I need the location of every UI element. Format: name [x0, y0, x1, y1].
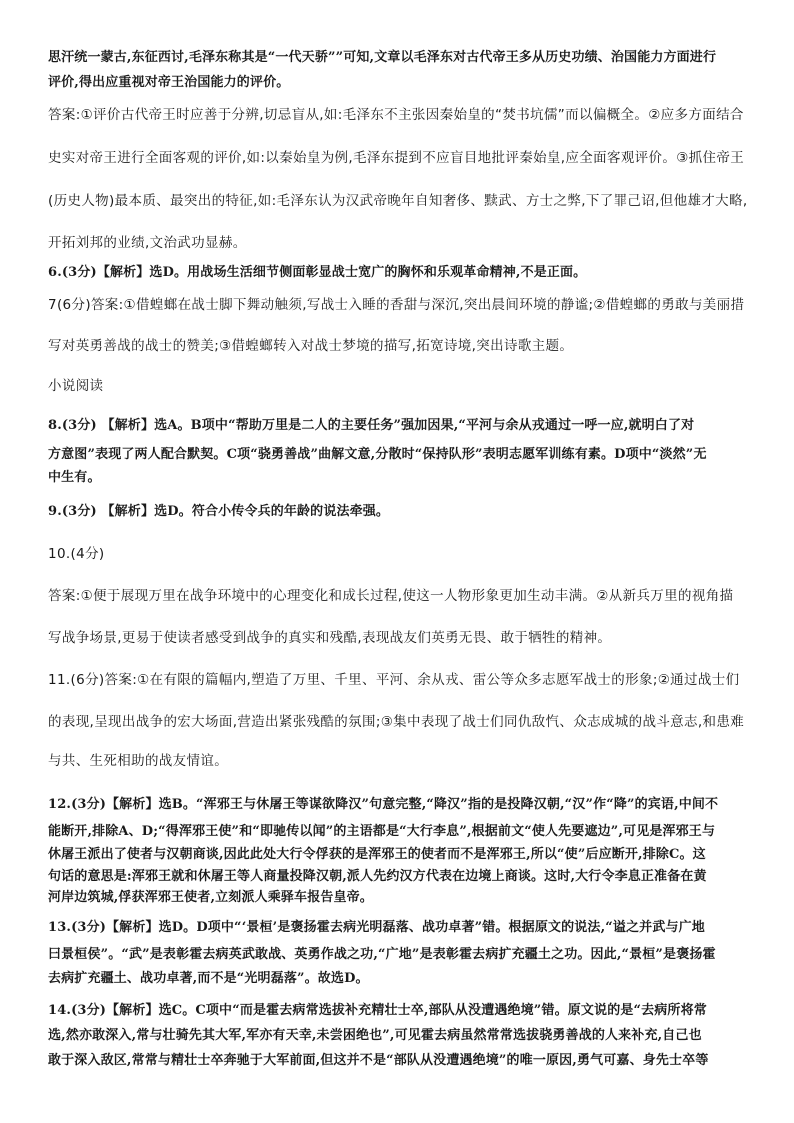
text-line: 去病扩充疆土、战功卓著,而不是“光明磊落”。故选D。: [48, 971, 369, 986]
text-line: 句话的意思是:浑邪王就和休屠王等人商量投降汉朝,派人先约汉方代表在边境上商谈。这时,大行令李息正准备在黄: [48, 869, 707, 884]
text-line: 能断开,排除A、D;“得浑邪王使”和“即驰传以闻”的主语都是“大行李息”,根据前文“使人先要遮边”,可见是浑邪王与: [48, 824, 716, 839]
text-line: 14.(3分)【解析】选C。C项中“而是霍去病常选拔补充精壮士卒,部队从没遭遇绝境”错。原文说的是“去病所将常: [48, 1003, 707, 1018]
text-line: 写对英勇善战的战士的赞美;③借蝗螂转入对战士梦境的描写,拓宽诗境,突出诗歌主题。: [48, 338, 574, 354]
text-line: 评价,得出应重视对帝王治国能力的评价。: [48, 75, 290, 90]
text-line: 敢于深入敌区,常常与精壮士卒奔驰于大军前面,但这并不是“部队从没遭遇绝境”的唯一原因,勇气可嘉、身先士卒等: [48, 1053, 709, 1068]
text-line: 11.(6分)答案:①在有限的篇幅内,塑造了万里、千里、平河、余从戎、雷公等众多志愿军战士的形象;②通过战士们: [48, 672, 740, 688]
text-line: 思汗统一蒙古,东征西讨,毛泽东称其是“一代天骄””可知,文章以毛泽东对古代帝王多从历史功绩、治国能力方面进行: [48, 50, 717, 65]
text-line: 13.(3分)【解析】选D。D项中“‘景桓’是褒扬霍去病光明磊落、战功卓著”错。根据原文的说法,“谥之并武与广地: [48, 920, 705, 935]
text-line: 8.(3分) 【解析】选A。B项中“帮助万里是二人的主要任务”强加因果,“平河与余从戎通过一呼一应,就明白了对: [48, 418, 695, 433]
text-line: 与共、生死相助的战友情谊。: [48, 753, 229, 769]
text-line: 开拓刘邦的业绩,文治武功显赫。: [48, 235, 247, 251]
section-heading: 小说阅读: [48, 378, 104, 394]
text-line: (历史人物)最本质、最突出的特征,如:毛泽东认为汉武帝晚年自知奢侈、黩武、方士之弊,下了罪己诏,但他雄才大略,: [48, 193, 748, 209]
text-line: 中生有。: [48, 470, 101, 485]
text-line: 史实对帝王进行全面客观的评价,如:以秦始皇为例,毛泽东提到不应盲目地批评秦始皇,应全面客观评价。③抓住帝王: [48, 150, 745, 166]
text-line: 7(6分)答案:①借蝗螂在战士脚下舞动触须,写战士入睡的香甜与深沉,突出晨间环境的静谧;②借蝗螂的勇敢与美丽措: [48, 297, 745, 313]
text-line: 9.(3分) 【解析】选D。符合小传令兵的年龄的说法牵强。: [48, 504, 390, 519]
text-line: 方意图”表现了两人配合默契。C项“骁勇善战”曲解文意,分散时“保持队形”表明志愿军训练有素。D项中“淡然”无: [48, 447, 707, 462]
text-line: 曰景桓侯”。“武”是表彰霍去病英武敢战、英勇作战之功,“广地”是表彰霍去病扩充疆土之功。因此,“景桓”是褒扬霍: [48, 947, 716, 962]
text-line: 10.(4分): [48, 546, 105, 562]
text-line: 选,然亦敢深入,常与壮骑先其大军,军亦有天幸,未尝困绝也”,可见霍去病虽然常常选拔骁勇善战的人来补充,自己也: [48, 1028, 702, 1043]
text-line: 河岸边筑城,俘获浑邪王使者,立刻派人乘驿车报告皇帝。: [48, 890, 373, 905]
text-line: 休屠王派出了使者与汉朝商谈,因此此处大行令俘获的是浑邪王的使者而不是浑邪王,所以“使”后应断开,排除C。这: [48, 847, 706, 862]
text-line: 的表现,呈现出战争的宏大场面,营造出紧张残酷的氛围;③集中表现了战士们同仇敌忾、众志成城的战斗意志,和患难: [48, 714, 745, 730]
text-line: 6.(3分)【解析】选D。用战场生活细节侧面彰显战士宽广的胸怀和乐观革命精神,不是正面。: [48, 265, 587, 280]
text-line: 答案:①评价古代帝王时应善于分辨,切忌盲从,如:毛泽东不主张因秦始皇的“焚书坑儒”而以偏概全。②应多方面结合: [48, 107, 744, 123]
text-line: 写战争场景,更易于使读者感受到战争的真实和残酷,表现战友们英勇无畏、敢于牺牲的精神。: [48, 630, 612, 646]
text-line: 答案:①便于展现万里在战争环境中的心理变化和成长过程,使这一人物形象更加生动丰满。②从新兵万里的视角描: [48, 588, 734, 604]
text-line: 12.(3分)【解析】选B。“浑邪王与休屠王等谋欲降汉”句意完整,“降汉”指的是投降汉朝,“汉”作“降”的宾语,中间不: [48, 797, 719, 812]
